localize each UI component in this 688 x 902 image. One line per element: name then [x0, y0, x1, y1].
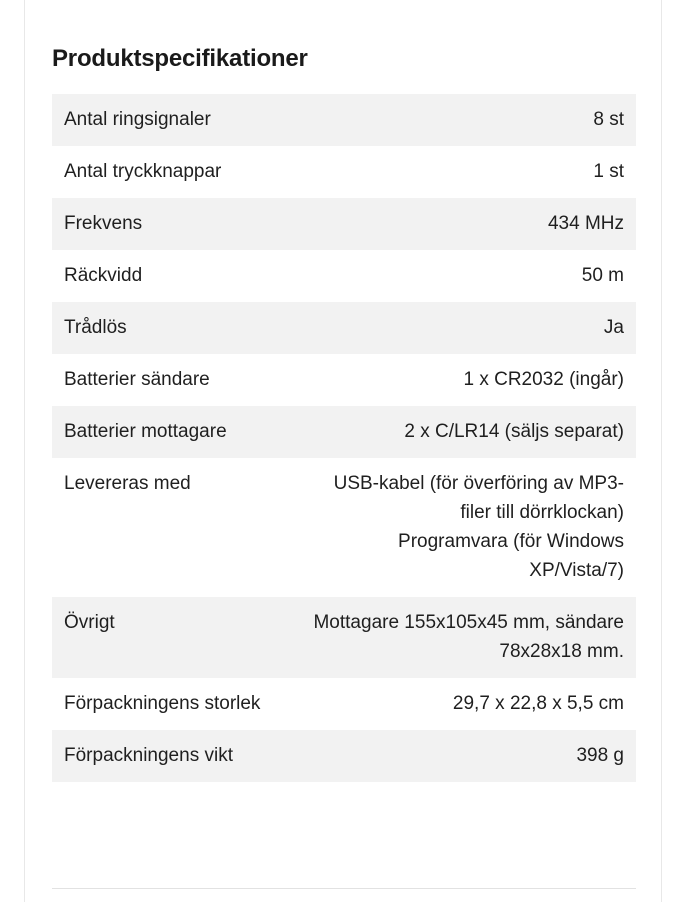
spec-value-line: 434 MHz [547, 213, 624, 234]
spec-row [52, 198, 636, 250]
spec-value [286, 94, 636, 146]
spec-value [286, 354, 636, 406]
spec-row [52, 678, 636, 730]
product-specifications-section [52, 0, 636, 782]
spec-label: Antal tryckknappar [64, 161, 222, 182]
spec-value-line: 50 m [581, 265, 624, 286]
spec-row [52, 250, 636, 302]
spec-label: Antal ringsignaler [64, 109, 211, 130]
spec-value [286, 406, 636, 458]
spec-value [286, 730, 636, 782]
spec-row [52, 146, 636, 198]
spec-value-line: Mottagare 155x105x45 mm, sändare [313, 612, 624, 633]
section-title: Produktspecifikationer [52, 45, 308, 72]
spec-value-line: 1 x CR2032 (ingår) [463, 369, 624, 390]
divider [52, 888, 636, 889]
spec-label: Trådlös [64, 317, 127, 338]
spec-value-line: 398 g [576, 745, 624, 766]
spec-label: Övrigt [64, 612, 115, 633]
spec-value-line: Ja [603, 317, 624, 338]
spec-label: Förpackningens vikt [64, 745, 233, 766]
spec-row [52, 730, 636, 782]
spec-value-line: filer till dörrklockan) [460, 502, 624, 523]
spec-value-line: XP/Vista/7) [529, 560, 624, 581]
spec-value-line: 8 st [593, 109, 624, 130]
spec-row [52, 406, 636, 458]
spec-value [286, 146, 636, 198]
spec-label: Frekvens [64, 213, 143, 234]
spec-table [52, 94, 636, 782]
spec-value-line: USB-kabel (för överföring av MP3- [333, 473, 624, 494]
spec-value-line: 1 st [593, 161, 624, 182]
spec-value [286, 458, 636, 597]
spec-value-line: Programvara (för Windows [398, 531, 624, 552]
spec-value-line: 2 x C/LR14 (säljs separat) [404, 421, 624, 442]
spec-value [286, 250, 636, 302]
spec-label: Levereras med [64, 473, 191, 494]
spec-value [286, 678, 636, 730]
spec-label: Batterier sändare [64, 369, 210, 390]
spec-row [52, 597, 636, 678]
spec-value [286, 597, 636, 678]
spec-row [52, 458, 636, 597]
spec-value [286, 302, 636, 354]
spec-table-body [52, 94, 636, 782]
spec-label: Förpackningens storlek [64, 693, 261, 714]
spec-label: Räckvidd [64, 265, 143, 286]
spec-row [52, 94, 636, 146]
spec-value-line: 78x28x18 mm. [499, 641, 624, 662]
spec-row [52, 354, 636, 406]
spec-value-line: 29,7 x 22,8 x 5,5 cm [452, 693, 624, 714]
spec-row [52, 302, 636, 354]
spec-label: Batterier mottagare [64, 421, 227, 442]
spec-value [286, 198, 636, 250]
